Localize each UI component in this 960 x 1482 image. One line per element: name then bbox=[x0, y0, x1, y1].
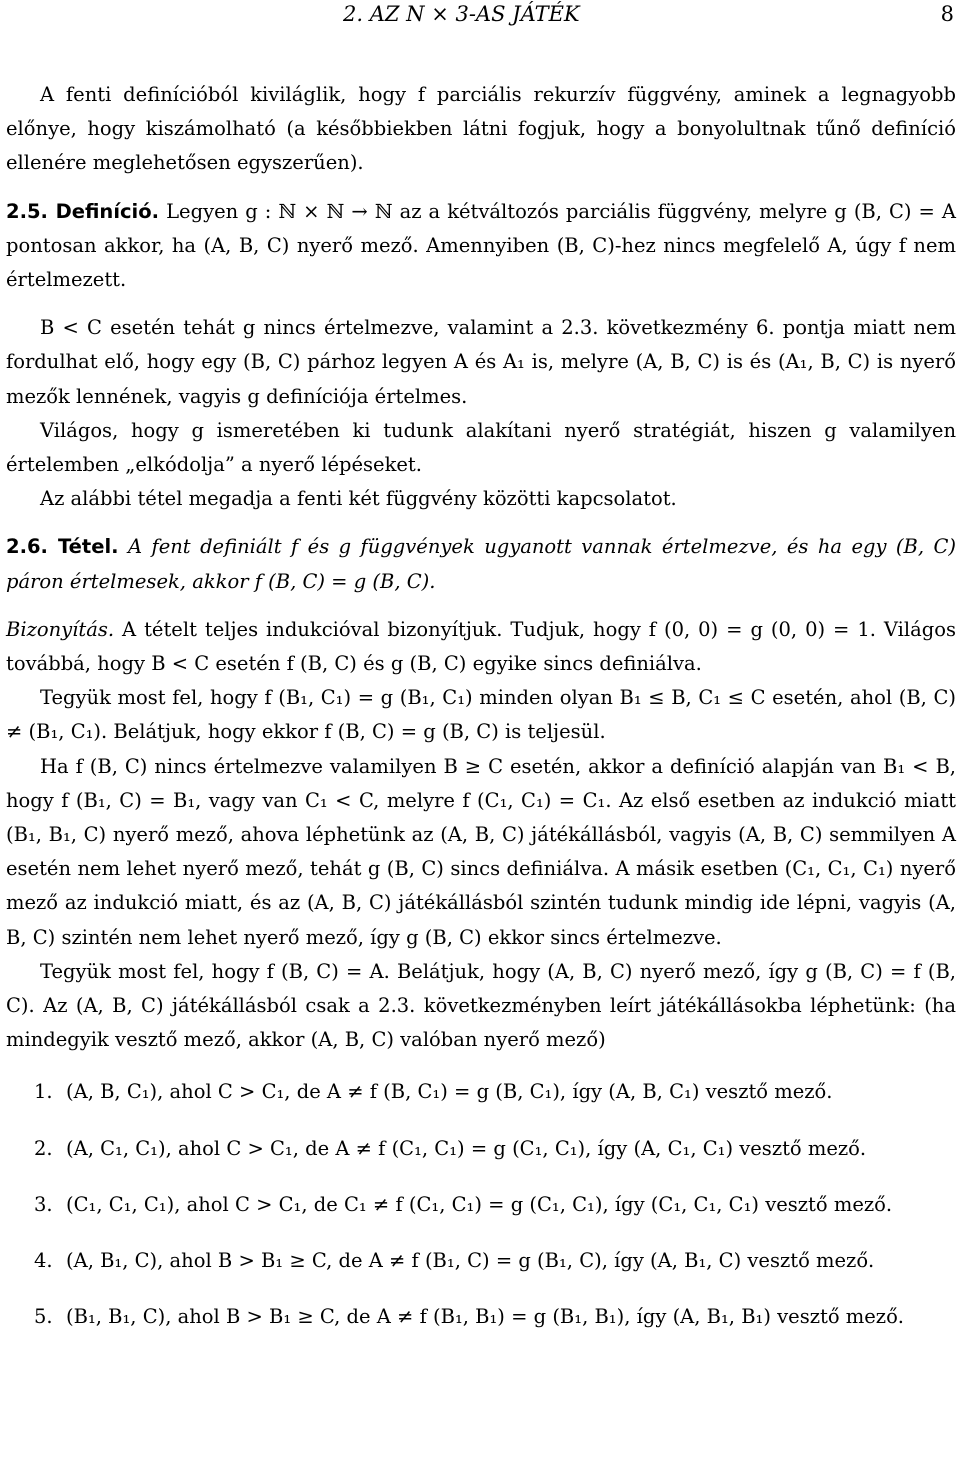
paragraph-induction: Tegyük most fel, hogy f (B₁, C₁) = g (B₁, C₁) minden olyan B₁ ≤ B, C₁ ≤ C esetén, ahol (B, C) ≠ (B₁, C₁). Belátjuk, hogy ekkor f (B, C) = g (B, C) is teljesül. bbox=[6, 686, 956, 744]
paragraph-case-undefined: Ha f (B, C) nincs értelmezve valamilyen B ≥ C esetén, akkor a definíció alapján van B₁ < B, hogy f (B₁, C) = B₁, vagy van C₁ < C, melyre f (C₁, C₁) = C₁. Az első esetben az indukció miatt (B₁, B₁, C) nyerő mező, ahova léphetünk az (A, B, C) játékállásból, vagyis (A, B, C) semmilyen A esetén nem lehet nyerő mező, tehát g (B, C) sincs definiálva. A másik esetben (C₁, C₁, C₁) nyerő mező az indukció miatt, és az (A, B, C) játékállásból szintén tudunk mindig ide lépni, vagyis (A, B, C) szintén nem lehet nyerő mező, így g (B, C) ekkor sincs értelmezve. bbox=[6, 754, 956, 949]
list-item: 3. (C₁, C₁, C₁), ahol C > C₁, de C₁ ≠ f (C₁, C₁) = g (C₁, C₁), így (C₁, C₁, C₁) vesztő mező. bbox=[34, 1192, 893, 1216]
proof-start bbox=[6, 613, 956, 681]
theorem-label: 2.6. Tétel. bbox=[6, 535, 119, 559]
list-item: 4. (A, B₁, C), ahol B > B₁ ≥ C, de A ≠ f (B₁, C) = g (B₁, C), így (A, B₁, C) vesztő mező. bbox=[34, 1249, 875, 1273]
list-item: 2. (A, C₁, C₁), ahol C > C₁, de A ≠ f (C₁, C₁) = g (C₁, C₁), így (A, C₁, C₁) vesztő mező. bbox=[34, 1136, 867, 1160]
paragraph-relation: Az alábbi tétel megadja a fenti két függvény közötti kapcsolatot. bbox=[40, 487, 677, 511]
proof-label: Bizonyítás. bbox=[6, 617, 115, 641]
definition-label: 2.5. Definíció. bbox=[6, 199, 160, 223]
body-text bbox=[6, 78, 956, 1357]
definition-2-5 bbox=[6, 195, 956, 298]
paragraph-intro: A fenti definícióból kiviláglik, hogy f parciális rekurzív függvény, aminek a legnagyobb előnye, hogy kiszámolható (a későbbiekben látni fogjuk, hogy a bonyolultnak tűnő definíció ellenére meglehetősen egyszerűen). bbox=[6, 83, 956, 175]
list-item: 5. (B₁, B₁, C), ahol B > B₁ ≥ C, de A ≠ f (B₁, B₁) = g (B₁, B₁), így (A, B₁, B₁) vesztő mező. bbox=[34, 1305, 905, 1329]
definition-text: Legyen g : ℕ × ℕ → ℕ az a kétváltozós parciális függvény, melyre g (B, C) = A pontosan akkor, ha (A, B, C) nyerő mező. Amennyiben (B, C)-hez nincs megfelelő A, úgy f nem értelmezett. bbox=[6, 199, 956, 292]
proof-text: A tételt teljes indukcióval bizonyítjuk. Tudjuk, hogy f (0, 0) = g (0, 0) = 1. Világos továbbá, hogy B < C esetén f (B, C) és g (B, C) egyike sincs definiálva. bbox=[6, 617, 956, 676]
chapter-title: 2. AZ N × 3-AS JÁTÉK bbox=[343, 2, 580, 26]
move-list bbox=[6, 1075, 956, 1334]
running-header bbox=[0, 2, 960, 32]
paragraph-case-defined: Tegyük most fel, hogy f (B, C) = A. Belátjuk, hogy (A, B, C) nyerő mező, így g (B, C) = f (B, C). Az (A, B, C) játékállásból csak a 2.3. következményben leírt játékállásokba léphetünk: (ha mindegyik vesztő mező, akkor (A, B, C) valóban nyerő mező) bbox=[6, 959, 956, 1052]
page-number: 8 bbox=[940, 2, 954, 26]
list-item: 1. (A, B, C₁), ahol C > C₁, de A ≠ f (B, C₁) = g (B, C₁), így (A, B, C₁) vesztő mező. bbox=[34, 1080, 833, 1104]
theorem-2-6 bbox=[6, 530, 956, 598]
paragraph-strategy: Világos, hogy g ismeretében ki tudunk alakítani nyerő stratégiát, hiszen g valamilyen értelemben „elkódolja” a nyerő lépéseket. bbox=[6, 418, 956, 477]
theorem-text: A fent definiált f és g függvények ugyanott vannak értelmezve, és ha egy (B, C) páron értelmesek, akkor f (B, C) = g (B, C). bbox=[6, 535, 956, 593]
paragraph-consequence: B < C esetén tehát g nincs értelmezve, valamint a 2.3. következmény 6. pontja miatt nem fordulhat elő, hogy egy (B, C) párhoz legyen A és A₁ is, melyre (A, B, C) is és (A₁, B, C) is nyerő mezők lennének, vagyis g definíciója értelmes. bbox=[6, 316, 956, 408]
